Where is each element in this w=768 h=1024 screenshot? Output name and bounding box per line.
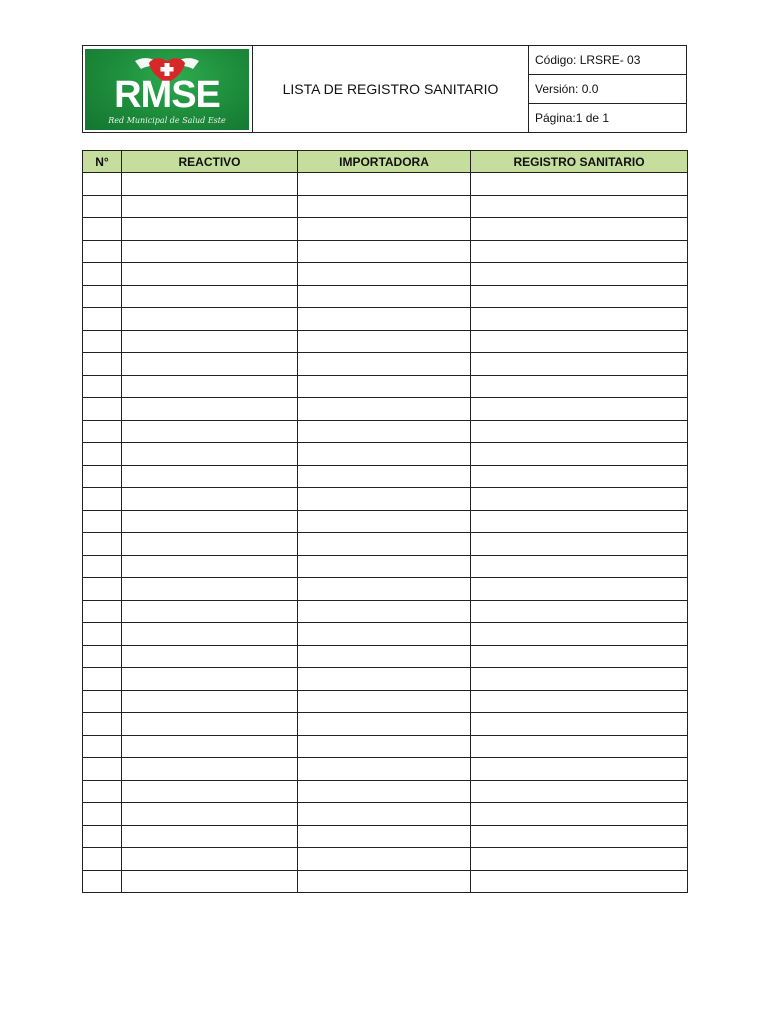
document-version: Versión: 0.0 bbox=[529, 75, 687, 104]
cell-reactivo[interactable] bbox=[122, 240, 298, 263]
cell-reactivo[interactable] bbox=[122, 420, 298, 443]
cell-number[interactable] bbox=[83, 308, 122, 331]
column-header-number: N° bbox=[83, 151, 122, 173]
cell-registro-sanitario[interactable] bbox=[471, 195, 688, 218]
table-row bbox=[83, 600, 688, 623]
table-row bbox=[83, 668, 688, 691]
table-row bbox=[83, 398, 688, 421]
table-row bbox=[83, 263, 688, 286]
cell-reactivo[interactable] bbox=[122, 465, 298, 488]
cell-importadora[interactable] bbox=[298, 308, 471, 331]
cell-importadora[interactable] bbox=[298, 780, 471, 803]
cell-reactivo[interactable] bbox=[122, 578, 298, 601]
cell-registro-sanitario[interactable] bbox=[471, 533, 688, 556]
cell-importadora[interactable] bbox=[298, 488, 471, 511]
register-table bbox=[82, 150, 688, 893]
table-row bbox=[83, 803, 688, 826]
cell-registro-sanitario[interactable] bbox=[471, 645, 688, 668]
table-row bbox=[83, 870, 688, 893]
document-code: Código: LRSRE- 03 bbox=[529, 46, 687, 75]
cell-reactivo[interactable] bbox=[122, 735, 298, 758]
cell-number[interactable] bbox=[83, 488, 122, 511]
cell-reactivo[interactable] bbox=[122, 173, 298, 196]
cell-importadora[interactable] bbox=[298, 848, 471, 871]
cell-registro-sanitario[interactable] bbox=[471, 173, 688, 196]
table-row bbox=[83, 308, 688, 331]
cell-importadora[interactable] bbox=[298, 465, 471, 488]
cell-reactivo[interactable] bbox=[122, 263, 298, 286]
cell-number[interactable] bbox=[83, 803, 122, 826]
table-row bbox=[83, 443, 688, 466]
column-header-registro-sanitario: REGISTRO SANITARIO bbox=[471, 151, 688, 173]
cell-importadora[interactable] bbox=[298, 240, 471, 263]
cell-importadora[interactable] bbox=[298, 443, 471, 466]
cell-importadora[interactable] bbox=[298, 195, 471, 218]
cell-registro-sanitario[interactable] bbox=[471, 623, 688, 646]
cell-reactivo[interactable] bbox=[122, 443, 298, 466]
cell-registro-sanitario[interactable] bbox=[471, 780, 688, 803]
cell-number[interactable] bbox=[83, 510, 122, 533]
logo-cell bbox=[83, 46, 253, 133]
cell-reactivo[interactable] bbox=[122, 285, 298, 308]
cell-number[interactable] bbox=[83, 555, 122, 578]
cell-importadora[interactable] bbox=[298, 285, 471, 308]
table-row bbox=[83, 735, 688, 758]
logo-subtitle: Red Municipal de Salud Este bbox=[108, 115, 226, 125]
table-row bbox=[83, 780, 688, 803]
cell-reactivo[interactable] bbox=[122, 533, 298, 556]
cell-registro-sanitario[interactable] bbox=[471, 398, 688, 421]
cell-reactivo[interactable] bbox=[122, 870, 298, 893]
cell-importadora[interactable] bbox=[298, 735, 471, 758]
cell-reactivo[interactable] bbox=[122, 555, 298, 578]
cell-registro-sanitario[interactable] bbox=[471, 263, 688, 286]
cell-reactivo[interactable] bbox=[122, 645, 298, 668]
cell-importadora[interactable] bbox=[298, 173, 471, 196]
table-row bbox=[83, 330, 688, 353]
cell-importadora[interactable] bbox=[298, 375, 471, 398]
cell-reactivo[interactable] bbox=[122, 848, 298, 871]
cell-registro-sanitario[interactable] bbox=[471, 713, 688, 736]
cell-reactivo[interactable] bbox=[122, 713, 298, 736]
cell-reactivo[interactable] bbox=[122, 668, 298, 691]
cell-importadora[interactable] bbox=[298, 263, 471, 286]
cell-number[interactable] bbox=[83, 195, 122, 218]
table-body bbox=[83, 173, 688, 893]
cell-registro-sanitario[interactable] bbox=[471, 443, 688, 466]
cell-number[interactable] bbox=[83, 285, 122, 308]
cell-reactivo[interactable] bbox=[122, 780, 298, 803]
cell-reactivo[interactable] bbox=[122, 353, 298, 376]
cell-reactivo[interactable] bbox=[122, 398, 298, 421]
cell-importadora[interactable] bbox=[298, 353, 471, 376]
cell-reactivo[interactable] bbox=[122, 488, 298, 511]
cell-number[interactable] bbox=[83, 758, 122, 781]
cell-reactivo[interactable] bbox=[122, 195, 298, 218]
cell-importadora[interactable] bbox=[298, 668, 471, 691]
cell-importadora[interactable] bbox=[298, 803, 471, 826]
cell-importadora[interactable] bbox=[298, 758, 471, 781]
table-row bbox=[83, 353, 688, 376]
cell-registro-sanitario[interactable] bbox=[471, 488, 688, 511]
cell-importadora[interactable] bbox=[298, 330, 471, 353]
cell-registro-sanitario[interactable] bbox=[471, 353, 688, 376]
cell-importadora[interactable] bbox=[298, 600, 471, 623]
cell-importadora[interactable] bbox=[298, 713, 471, 736]
cell-number[interactable] bbox=[83, 870, 122, 893]
cell-number[interactable] bbox=[83, 825, 122, 848]
cell-registro-sanitario[interactable] bbox=[471, 218, 688, 241]
cell-importadora[interactable] bbox=[298, 690, 471, 713]
cell-reactivo[interactable] bbox=[122, 600, 298, 623]
cell-importadora[interactable] bbox=[298, 623, 471, 646]
table-row bbox=[83, 713, 688, 736]
table-row bbox=[83, 690, 688, 713]
cell-importadora[interactable] bbox=[298, 825, 471, 848]
table-row bbox=[83, 240, 688, 263]
table-header-row bbox=[83, 151, 688, 173]
cell-number[interactable] bbox=[83, 263, 122, 286]
cell-reactivo[interactable] bbox=[122, 510, 298, 533]
cell-registro-sanitario[interactable] bbox=[471, 803, 688, 826]
cell-number[interactable] bbox=[83, 240, 122, 263]
cell-registro-sanitario[interactable] bbox=[471, 510, 688, 533]
cell-registro-sanitario[interactable] bbox=[471, 735, 688, 758]
cell-registro-sanitario[interactable] bbox=[471, 308, 688, 331]
cell-number[interactable] bbox=[83, 330, 122, 353]
cell-reactivo[interactable] bbox=[122, 825, 298, 848]
column-header-importadora: IMPORTADORA bbox=[298, 151, 471, 173]
table-row bbox=[83, 578, 688, 601]
table-row bbox=[83, 465, 688, 488]
cell-registro-sanitario[interactable] bbox=[471, 870, 688, 893]
table-row bbox=[83, 645, 688, 668]
cell-reactivo[interactable] bbox=[122, 308, 298, 331]
table-row bbox=[83, 848, 688, 871]
cell-number[interactable] bbox=[83, 173, 122, 196]
cell-number[interactable] bbox=[83, 735, 122, 758]
table-row bbox=[83, 510, 688, 533]
cell-reactivo[interactable] bbox=[122, 218, 298, 241]
cell-number[interactable] bbox=[83, 713, 122, 736]
cell-reactivo[interactable] bbox=[122, 758, 298, 781]
cell-importadora[interactable] bbox=[298, 398, 471, 421]
table-row bbox=[83, 173, 688, 196]
table-row bbox=[83, 825, 688, 848]
table-row bbox=[83, 420, 688, 443]
cell-importadora[interactable] bbox=[298, 510, 471, 533]
cell-registro-sanitario[interactable] bbox=[471, 240, 688, 263]
cell-number[interactable] bbox=[83, 218, 122, 241]
cell-number[interactable] bbox=[83, 353, 122, 376]
logo-text: RMSE bbox=[114, 73, 220, 116]
table-row bbox=[83, 533, 688, 556]
document-header bbox=[82, 45, 687, 133]
cell-registro-sanitario[interactable] bbox=[471, 555, 688, 578]
cell-importadora[interactable] bbox=[298, 555, 471, 578]
cell-registro-sanitario[interactable] bbox=[471, 330, 688, 353]
cell-number[interactable] bbox=[83, 375, 122, 398]
cell-number[interactable] bbox=[83, 600, 122, 623]
cell-number[interactable] bbox=[83, 848, 122, 871]
table-row bbox=[83, 555, 688, 578]
cell-number[interactable] bbox=[83, 465, 122, 488]
cell-registro-sanitario[interactable] bbox=[471, 848, 688, 871]
cell-reactivo[interactable] bbox=[122, 690, 298, 713]
table-row bbox=[83, 758, 688, 781]
cell-reactivo[interactable] bbox=[122, 803, 298, 826]
cell-number[interactable] bbox=[83, 780, 122, 803]
cell-importadora[interactable] bbox=[298, 420, 471, 443]
cell-importadora[interactable] bbox=[298, 870, 471, 893]
cell-registro-sanitario[interactable] bbox=[471, 578, 688, 601]
cell-registro-sanitario[interactable] bbox=[471, 825, 688, 848]
cell-number[interactable] bbox=[83, 668, 122, 691]
cell-number[interactable] bbox=[83, 533, 122, 556]
cell-registro-sanitario[interactable] bbox=[471, 465, 688, 488]
cell-reactivo[interactable] bbox=[122, 330, 298, 353]
table-row bbox=[83, 218, 688, 241]
cell-importadora[interactable] bbox=[298, 578, 471, 601]
cell-number[interactable] bbox=[83, 443, 122, 466]
cell-registro-sanitario[interactable] bbox=[471, 420, 688, 443]
cell-reactivo[interactable] bbox=[122, 375, 298, 398]
table-row bbox=[83, 623, 688, 646]
document-title: LISTA DE REGISTRO SANITARIO bbox=[253, 46, 529, 133]
cell-registro-sanitario[interactable] bbox=[471, 758, 688, 781]
table-row bbox=[83, 285, 688, 308]
cell-importadora[interactable] bbox=[298, 218, 471, 241]
cell-number[interactable] bbox=[83, 578, 122, 601]
cell-reactivo[interactable] bbox=[122, 623, 298, 646]
cell-number[interactable] bbox=[83, 398, 122, 421]
document-page: Página:1 de 1 bbox=[529, 104, 687, 133]
column-header-reactivo: REACTIVO bbox=[122, 151, 298, 173]
cell-registro-sanitario[interactable] bbox=[471, 600, 688, 623]
cell-number[interactable] bbox=[83, 420, 122, 443]
cell-importadora[interactable] bbox=[298, 645, 471, 668]
cell-number[interactable] bbox=[83, 623, 122, 646]
cell-registro-sanitario[interactable] bbox=[471, 690, 688, 713]
rmse-logo bbox=[85, 49, 249, 130]
cell-registro-sanitario[interactable] bbox=[471, 285, 688, 308]
table-row bbox=[83, 375, 688, 398]
cell-registro-sanitario[interactable] bbox=[471, 375, 688, 398]
cell-number[interactable] bbox=[83, 645, 122, 668]
table-row bbox=[83, 195, 688, 218]
cell-importadora[interactable] bbox=[298, 533, 471, 556]
cell-number[interactable] bbox=[83, 690, 122, 713]
table-row bbox=[83, 488, 688, 511]
cell-registro-sanitario[interactable] bbox=[471, 668, 688, 691]
